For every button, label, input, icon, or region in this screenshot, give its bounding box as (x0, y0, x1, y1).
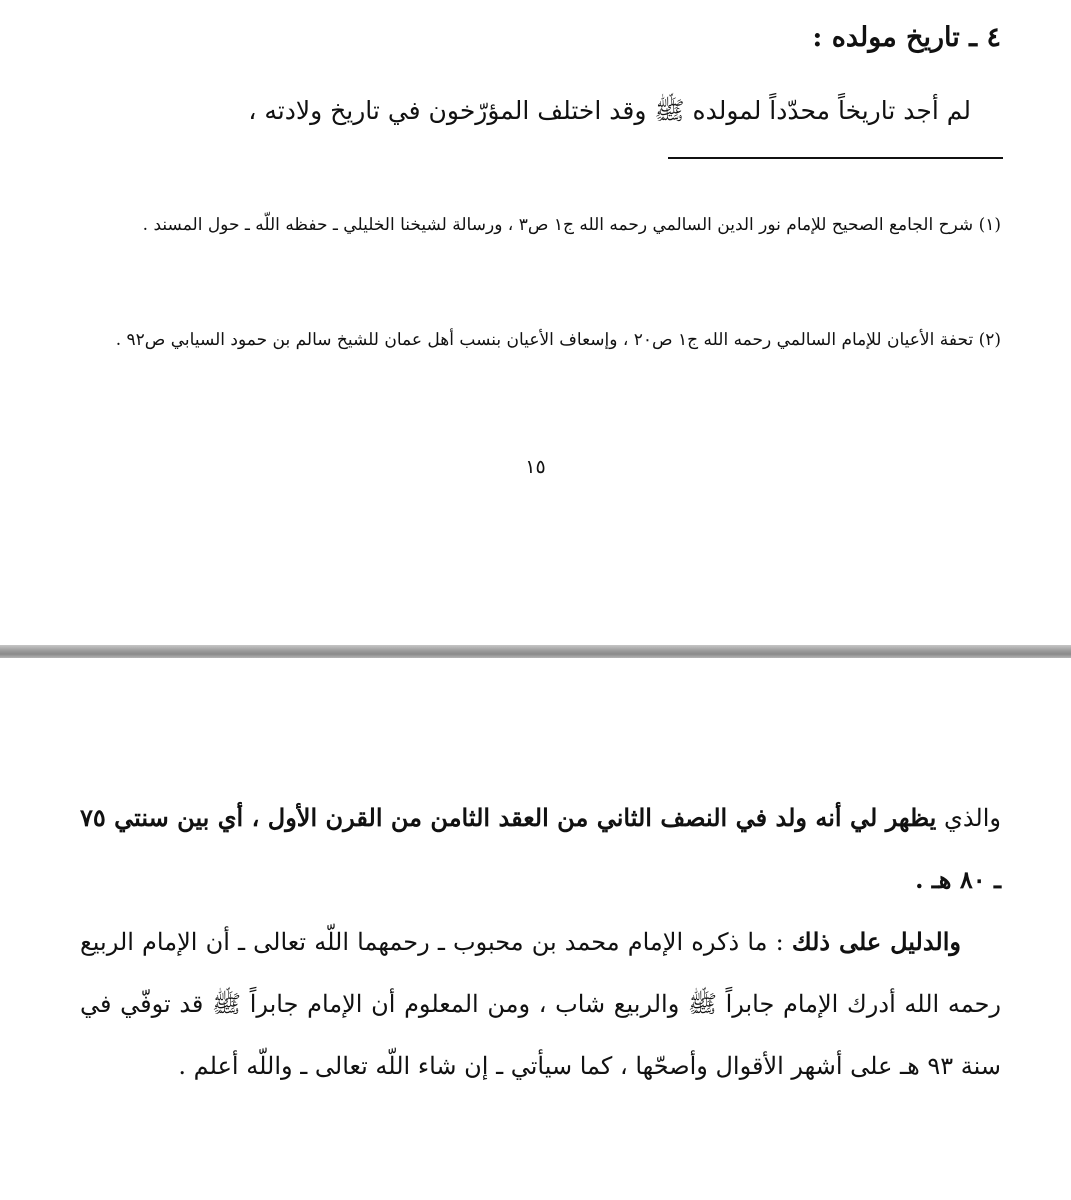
paragraph-1-bold: يظهر لي أنه ولد في النصف الثاني من العقد الثامن من القرن الأول ، أي بين سنتي ٧٥ ـ ٨٠ هـ . (80, 803, 1001, 894)
paragraph-1 (80, 787, 1001, 911)
page-separator (0, 642, 1071, 662)
paragraph-1-lead: والذي (936, 804, 1001, 832)
footnote-divider (668, 157, 1003, 159)
bottom-page (0, 662, 1071, 1200)
footnote-1: (١) شرح الجامع الصحيح للإمام نور الدين السالمي رحمه الله ج١ ص٣ ، ورسالة لشيخنا الخليلي ـ حفظه اللّه ـ حول المسند . (142, 215, 1001, 235)
body-text (80, 787, 1001, 1097)
paragraph-2-text: : ما ذكره الإمام محمد بن محبوب ـ رحمهما اللّه تعالى ـ أن الإمام الربيع رحمه الله أدرك الإمام جابراً ﷺ والربيع شاب ، ومن المعلوم أن الإمام جابراً ﷺ قد توفّي في سنة ٩٣ هـ على أشهر الأقوال وأصحّها ، كما سيأتي ـ إن شاء اللّه تعالى ـ واللّه أعلم . (80, 928, 1001, 1080)
intro-line: لم أجد تاريخاً محدّداً لمولده ﷺ وقد اختلف المؤرّخون في تاريخ ولادته ، (248, 96, 971, 125)
footnote-2: (٢) تحفة الأعيان للإمام السالمي رحمه الله ج١ ص٢٠ ، وإسعاف الأعيان بنسب أهل عمان للشيخ سالم بن حمود السيابي ص٩٢ . (115, 330, 1001, 350)
page-number: ١٥ (525, 456, 546, 478)
page-separator-bar (0, 645, 1071, 658)
section-heading: ٤ ـ تاريخ مولده : (812, 22, 1001, 53)
paragraph-2 (80, 911, 1001, 1097)
paragraph-2-bold: والدليل على ذلك (791, 927, 961, 956)
